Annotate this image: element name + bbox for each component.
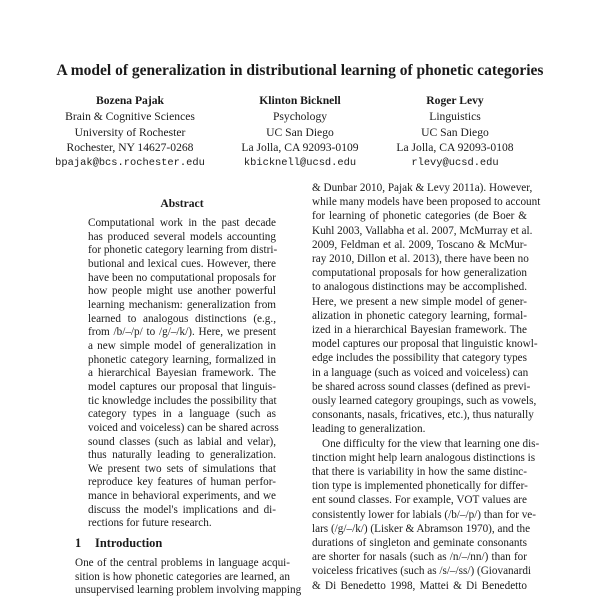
text-line: sition is how phonetic categories are learned, an [75,570,290,583]
section-title: Introduction [95,536,163,550]
text-line: a new simple model of generalization in [88,339,276,352]
text-line: durations of singleton and geminate consonants [312,537,527,550]
author-name: Roger Levy [426,94,484,107]
text-line: a hierarchical Bayesian framework. The [88,367,276,380]
text-line: how people might use another powerful [88,285,276,298]
text-line: butional and lexical cues. However, there [88,257,276,270]
author-address: La Jolla, CA 92093-0109 [241,141,359,155]
text-line: thus naturally leading to generalization. [88,449,276,462]
intro-left-column [75,557,302,598]
text-line: mance in behavioral experiments, and we [88,490,276,503]
text-line: voiceless fricatives (such as /s/–/ss/) (Giovanardi [312,565,532,578]
text-line: have been no computational proposals for [88,271,276,284]
author-block-1 [45,93,215,172]
text-line: alization in phonetic category learning, formal- [312,309,527,322]
text-line: are shorter for nasals (such as /n/–/nn/) than for [312,551,527,564]
text-line: One of the central problems in language acqui- [75,557,290,569]
text-line: Computational work in the past decade [88,217,276,229]
text-line: reproduce key features of human perfor- [88,476,276,489]
text-line: for phonetic category learning from distri- [88,244,278,257]
text-line: discuss the model's implications and di- [88,503,276,516]
text-line: computational proposals for how generalization [312,267,527,280]
text-line: voiced and voiceless) can be shared across [88,421,279,434]
author-address: La Jolla, CA 92093-0108 [396,141,514,155]
text-line: ized in a hierarchical Bayesian framework. The [312,324,527,337]
right-column [312,181,541,593]
text-line: be shared across sound classes (defined as previ- [312,380,531,393]
author-affiliation: Psychology [272,109,328,123]
text-line: consonants, nasals, fricatives, etc.), thus naturally [312,409,534,422]
text-line: consistently lower for labials (/b/–/p/) than for ve- [312,508,537,521]
author-affiliation: Brain & Cognitive Sciences [65,109,195,123]
text-line: in a language (such as voiced and voiceless) can [312,366,529,379]
abstract-heading: Abstract [160,197,204,210]
text-line: ously learned category groupings, such as vowels, [312,395,537,408]
text-line: tic knowledge includes the possibility that [88,394,277,407]
text-line: phonetic category learning, formalized in [88,353,276,366]
author-affiliation: Linguistics [429,109,481,123]
text-line: edge includes the possibility that category types [312,352,527,365]
text-line: & Dunbar 2010, Pajak & Levy 2011a). However, [312,182,533,194]
text-line: Kuhl 2003, Vallabha et al. 2007, McMurray et al. [312,224,533,237]
text-line: We present two sets of simulations that [88,462,276,475]
text-line: tinction might help learn analogous distinctions is [312,451,536,464]
text-line: tion type is implemented phonetically for differ- [312,480,528,493]
author-email: bpajak@bcs.rochester.edu [55,157,205,170]
text-line: category types in a language (such as [88,408,276,421]
text-line: while many models have been proposed to account [312,196,541,209]
text-line: sound classes (such as labial and velar), [88,435,276,448]
text-line: ent sound classes. For example, VOT values are [312,494,527,507]
text-line: has produced several models accounting [88,230,276,243]
author-block-3 [370,93,540,172]
text-line: model captures our proposal that linguistic knowl- [312,338,538,351]
abstract-body [88,217,279,531]
author-email: kbicknell@ucsd.edu [243,157,357,170]
paper-title: A model of generalization in distributional learning of phonetic categories [56,62,544,79]
text-line: learned to analogous distinctions (e.g., [88,312,276,325]
section-number: 1 [75,536,82,550]
author-name: Bozena Pajak [96,94,164,107]
author-email: rlevy@ucsd.edu [411,157,499,170]
text-line: & Di Benedetto 1998, Mattei & Di Benedetto [312,579,527,592]
text-line: learning mechanism: generalization from [88,298,276,311]
text-line: 2009, Feldman et al. 2009, Toscano & McMur- [312,238,527,251]
text-line: leading to generalization. [312,423,426,436]
text-line: rections for future research. [88,517,212,530]
author-block-2 [215,93,385,172]
author-affiliation: UC San Diego [421,125,489,139]
author-affiliation: University of Rochester [74,125,186,139]
text-line: model captures our proposal that linguis- [88,380,276,393]
text-line: that there is variability in how the same distinc- [312,466,527,479]
author-address: Rochester, NY 14627-0268 [66,141,194,155]
text-line: lars (/g/–/k/) (Lisker & Abramson 1970), and the [312,522,531,535]
author-name: Klinton Bicknell [259,94,341,107]
text-line: for learning of phonetic categories (de Boer & [312,210,527,223]
text-line: to analogous distinctions may be accomplished. [312,281,527,294]
text-line: One difficulty for the view that learning one dis- [322,437,540,450]
text-line: from /b/–/p/ to /g/–/k/). Here, we present [88,326,276,339]
section-heading [75,536,162,551]
author-affiliation: UC San Diego [266,125,334,139]
text-line: ray 2010, Dillon et al. 2013), there have been no [312,253,529,266]
text-line: Here, we present a new simple model of gener- [312,295,527,308]
text-line: unsupervised learning problem involving mapping [75,584,302,597]
